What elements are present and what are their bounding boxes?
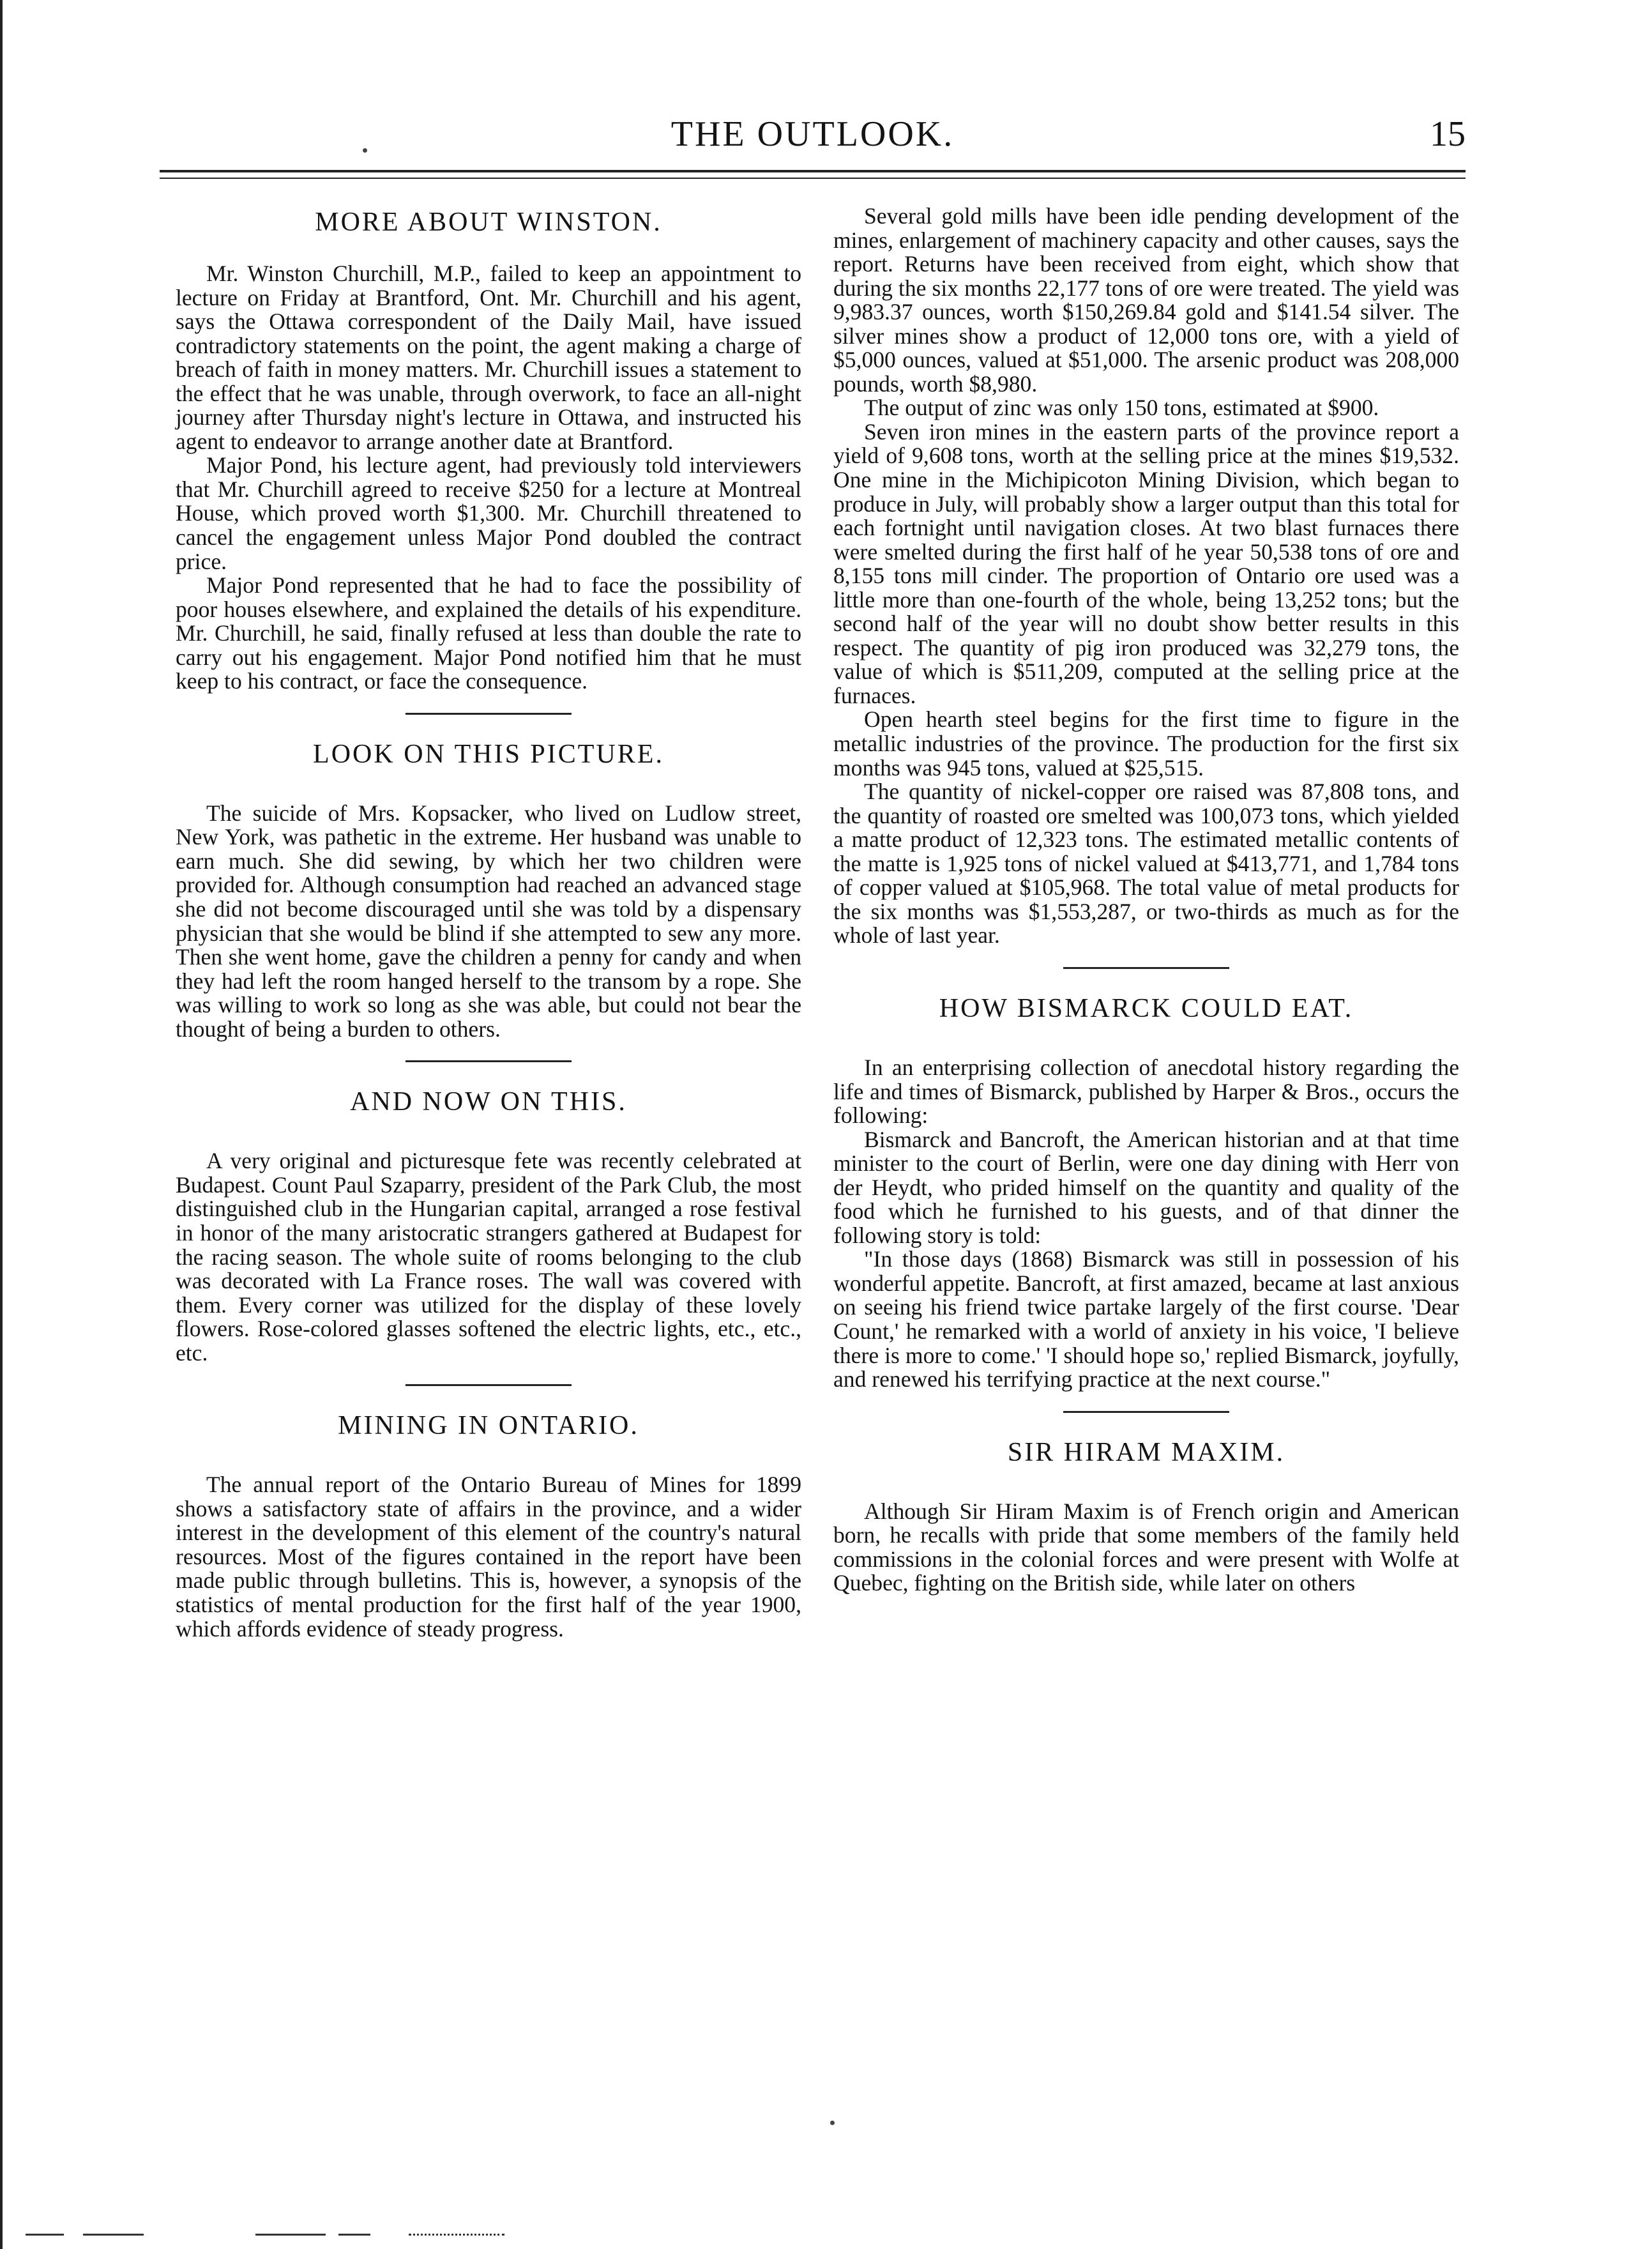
running-title: THE OUTLOOK.	[671, 114, 955, 154]
bottom-edge-mark	[83, 2234, 144, 2236]
article-paragraph: A very original and picturesque fete was recently celebrated at Budapest. Count Paul Szaparry, president of the Park Club, the most distinguished club in the Hungarian capital, arranged a rose festival in honor of the many aristocratic strangers gathered at Budapest for the racing season. The whole suite of rooms belonging to the club was decorated with La France roses. The wall was covered with them. Every corner was utilized for the display of these lovely flowers. Rose-colored glasses softened the electric lights, etc., etc., etc.	[176, 1148, 801, 1366]
article-mining-in-ontario	[176, 1408, 801, 1641]
article-look-on-this-picture	[176, 736, 801, 1041]
section-divider	[405, 713, 572, 715]
section-divider	[405, 1384, 572, 1386]
article-how-bismarck-could-eat	[833, 991, 1459, 1392]
article-paragraph: Seven iron mines in the eastern parts of the province report a yield of 9,608 tons, worth at the selling price at the mines $19,532. One mine in the Michipicoton Mining Division, which began to produce in July, will probably show a larger output than this total for each fortnight until navigation closes. At two blast furnaces there were smelted during the first half of he year 50,538 tons of ore and 8,155 tons mill cinder. The proportion of Ontario ore used was a little more than one-fourth of the whole, being 13,252 tons; but the second half of the year will no doubt show better results in this respect. The quantity of pig iron produced was 32,279 tons, the value of which is $511,209, computed at the selling price at the furnaces.	[833, 418, 1459, 708]
article-paragraph: The suicide of Mrs. Kopsacker, who lived on Ludlow street, New York, was pathetic in the extreme. Her husband was unable to earn much. She did sewing, by which her two children were provided for. Although consumption had reached an advanced stage she did not become discouraged until she was told by a dispensary physician that she would be blind if she attempted to sew any more. Then she went home, gave the children a penny for candy and when they had left the room hanged herself to the transom by a rope. She was willing to work so long as she was able, but could not bear the thought of being a burden to others.	[176, 800, 801, 1042]
ink-speck	[363, 148, 367, 153]
page-number: 15	[1430, 114, 1466, 154]
article-heading: SIR HIRAM MAXIM.	[1007, 1437, 1285, 1467]
bottom-edge-mark	[26, 2234, 64, 2236]
ink-speck	[830, 2121, 835, 2125]
article-paragraph: The output of zinc was only 150 tons, estimated at $900.	[864, 395, 1379, 421]
article-paragraph: Although Sir Hiram Maxim is of French origin and American born, he recalls with pride that some members of the family held commissions in the colonial forces and were present with Wolfe at Quebec, fighting on the British side, while later on others	[833, 1498, 1459, 1596]
section-divider	[405, 1060, 572, 1062]
article-heading: HOW BISMARCK COULD EAT.	[939, 993, 1354, 1023]
section-divider	[1063, 1411, 1229, 1413]
article-mining-in-ontario-continued	[833, 204, 1459, 948]
left-page-edge	[0, 0, 3, 2249]
article-heading: MINING IN ONTARIO.	[338, 1411, 639, 1441]
article-paragraph: Open hearth steel begins for the first time to figure in the metallic industries of the province. The production for the first six months was 945 tons, valued at $25,515.	[833, 706, 1459, 781]
bottom-edge-mark	[338, 2234, 370, 2236]
article-heading: MORE ABOUT WINSTON.	[315, 208, 662, 237]
article-paragraph: Bismarck and Bancroft, the American historian and at that time minister to the court of Berlin, were one day dining with Herr von der Heydt, who prided himself on the quantity and quality of the food which he furnished to his guests, and of that dinner the following story is told:	[833, 1126, 1459, 1248]
page-header	[160, 109, 1466, 160]
bottom-edge-mark	[409, 2234, 504, 2236]
article-paragraph: The quantity of nickel-copper ore raised was 87,808 tons, and the quantity of roasted ore smelted was 100,073 tons, which yielded a matte product of 12,323 tons. The estimated metallic contents of the matte is 1,925 tons of nickel valued at $413,771, and 1,784 tons of copper valued at $105,968. The total value of metal products for the six months was $1,553,287, or two-thirds as much as for the whole of last year.	[833, 779, 1459, 949]
header-rule-thick	[160, 170, 1466, 172]
article-heading: LOOK ON THIS PICTURE.	[313, 739, 664, 769]
article-more-about-winston	[176, 204, 801, 694]
article-paragraph: Several gold mills have been idle pending development of the mines, enlargement of machinery capacity and other causes, says the report. Returns have been received from eight, which show that during the six months 22,177 tons of ore were treated. The yield was 9,983.37 ounces, worth $150,269.84 gold and $141.54 silver. The silver mines show a product of 12,000 tons ore, with a yield of $5,000 ounces, valued at $51,000. The arsenic product was 208,000 pounds, worth $8,980.	[833, 203, 1459, 397]
article-paragraph: "In those days (1868) Bismarck was still in possession of his wonderful appetite. Bancroft, at first amazed, became at last anxious on seeing his friend twice partake largely of the first course. 'Dear Count,' he remarked with a world of anxiety in his voice, 'I believe there is more to come.' 'I should hope so,' replied Bismarck, joyfully, and renewed his terrifying practice at the next course."	[833, 1246, 1459, 1392]
section-divider	[1063, 967, 1229, 969]
bottom-edge-mark	[255, 2234, 326, 2236]
article-heading: AND NOW ON THIS.	[350, 1087, 627, 1117]
article-paragraph: Major Pond represented that he had to face the possibility of poor houses elsewhere, and explained the details of his expenditure. Mr. Churchill, he said, finally refused at less than double the rate to carry out his engagement. Major Pond notified him that he must keep to his contract, or face the consequence.	[176, 572, 801, 694]
article-paragraph: The annual report of the Ontario Bureau of Mines for 1899 shows a satisfactory state of affairs in the province, and a wider interest in the development of this element of the country's natural resources. Most of the figures contained in the report have been made public through bulletins. This is, however, a synopsis of the statistics of mental production for the first half of the year 1900, which affords evidence of steady progress.	[176, 1472, 801, 1642]
right-column	[833, 204, 1459, 1596]
article-paragraph: Mr. Winston Churchill, M.P., failed to keep an appointment to lecture on Friday at Brantford, Ont. Mr. Churchill and his agent, says the Ottawa correspondent of the Daily Mail, have issued contradictory statements on the point, the agent making a charge of breach of faith in money matters. Mr. Churchill issues a statement to the effect that he was unable, through overwork, to face an all-night journey after Thursday night's lecture in Ottawa, and instructed his agent to endeavor to arrange another date at Brantford.	[176, 261, 801, 454]
header-rule-thin	[160, 178, 1466, 179]
article-paragraph: Major Pond, his lecture agent, had previously told interviewers that Mr. Churchill agreed to receive $250 for a lecture at Montreal House, which proved worth $1,300. Mr. Churchill threatened to cancel the engagement unless Major Pond doubled the contract price.	[176, 452, 801, 574]
article-sir-hiram-maxim	[833, 1435, 1459, 1596]
article-paragraph: In an enterprising collection of anecdotal history regarding the life and times of Bismarck, published by Harper & Bros., occurs the following:	[833, 1054, 1459, 1129]
article-and-now-on-this	[176, 1084, 801, 1365]
left-column	[176, 204, 801, 1641]
